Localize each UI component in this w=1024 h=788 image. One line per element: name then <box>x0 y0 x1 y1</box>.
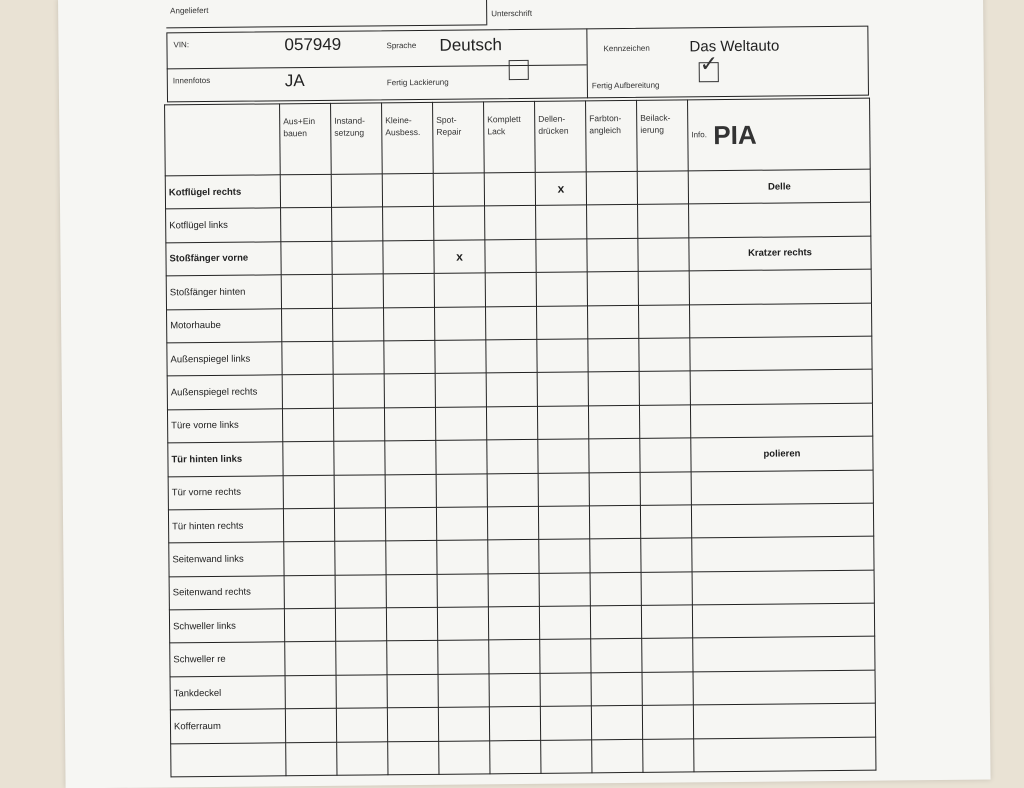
grid-cell[interactable] <box>336 641 387 675</box>
grid-cell[interactable] <box>536 305 587 339</box>
grid-cell[interactable] <box>282 375 333 409</box>
info-note-cell[interactable] <box>691 470 873 505</box>
info-note-cell[interactable] <box>692 536 874 571</box>
grid-cell[interactable] <box>590 605 641 639</box>
grid-cell[interactable] <box>590 572 641 606</box>
grid-cell[interactable] <box>386 574 437 608</box>
row-label: Motorhaube <box>167 308 282 342</box>
grid-cell[interactable] <box>385 474 436 508</box>
grid-cell[interactable] <box>639 338 690 372</box>
grid-cell[interactable] <box>588 372 639 406</box>
info-note-cell[interactable]: polieren <box>691 436 873 471</box>
grid-cell[interactable] <box>538 506 589 540</box>
grid-cell[interactable] <box>332 274 383 308</box>
unterschrift-label: Unterschrift <box>491 8 533 19</box>
grid-cell[interactable] <box>643 739 694 773</box>
grid-cell[interactable] <box>641 572 692 606</box>
grid-cell[interactable] <box>589 472 640 506</box>
grid-cell[interactable] <box>589 439 640 473</box>
fertig-aufbereitung-checkbox[interactable] <box>699 51 719 82</box>
grid-cell[interactable] <box>437 607 488 641</box>
info-note-cell[interactable]: Kratzer rechts <box>689 236 871 271</box>
grid-cell[interactable] <box>539 539 590 573</box>
grid-cell[interactable] <box>333 408 384 442</box>
row-label: Tür hinten rechts <box>168 509 283 543</box>
grid-cell[interactable] <box>487 439 538 473</box>
info-note-cell[interactable] <box>692 570 874 605</box>
grid-cell[interactable] <box>642 638 693 672</box>
grid-cell[interactable] <box>335 575 386 609</box>
grid-cell[interactable] <box>336 708 387 742</box>
grid-cell[interactable] <box>285 675 336 709</box>
grid-cell[interactable] <box>385 507 436 541</box>
grid-cell[interactable] <box>282 408 333 442</box>
info-note-cell[interactable] <box>690 336 872 371</box>
grid-cell[interactable] <box>334 474 385 508</box>
grid-cell[interactable] <box>438 640 489 674</box>
grid-cell[interactable] <box>383 240 434 274</box>
fertig-aufbereitung-label: Fertig Aufbereitung <box>591 80 660 91</box>
grid-cell[interactable] <box>536 272 587 306</box>
grid-cell[interactable] <box>540 673 591 707</box>
top-strip-divider <box>486 0 487 25</box>
grid-cell[interactable] <box>385 440 436 474</box>
grid-cell[interactable] <box>388 741 439 775</box>
grid-cell[interactable] <box>438 674 489 708</box>
grid-cell[interactable] <box>437 540 488 574</box>
grid-cell[interactable] <box>283 441 334 475</box>
grid-cell[interactable] <box>434 206 485 240</box>
grid-cell[interactable] <box>387 674 438 708</box>
grid-cell[interactable] <box>433 173 484 207</box>
row-label: Türe vorne links <box>167 409 282 443</box>
grid-cell[interactable] <box>637 171 688 205</box>
form-sheet <box>58 0 991 788</box>
column-header: Beilack- ierung <box>637 100 689 171</box>
grid-cell[interactable] <box>333 374 384 408</box>
grid-cell[interactable] <box>489 640 540 674</box>
vin-label: VIN: <box>173 40 190 50</box>
info-note-cell[interactable] <box>692 603 874 638</box>
grid-cell[interactable] <box>436 507 487 541</box>
grid-cell[interactable] <box>384 307 435 341</box>
row-label: Seitenwand rechts <box>169 575 284 609</box>
grid-cell[interactable] <box>587 272 638 306</box>
row-label: Stoßfänger vorne <box>166 242 281 276</box>
grid-cell[interactable] <box>591 639 642 673</box>
grid-cell-marked[interactable]: x <box>434 240 485 274</box>
grid-cell[interactable] <box>383 274 434 308</box>
damage-table <box>164 98 876 778</box>
grid-cell[interactable] <box>283 475 334 509</box>
grid-cell[interactable] <box>384 407 435 441</box>
column-header: Aus+Ein bauen <box>280 103 332 174</box>
column-header: Kleine- Ausbess. <box>382 102 434 173</box>
check-mark-icon: ✓ <box>699 51 719 77</box>
grid-cell[interactable] <box>387 708 438 742</box>
row-label: Außenspiegel links <box>167 342 282 376</box>
info-note-cell[interactable] <box>694 737 876 772</box>
grid-cell[interactable] <box>435 407 486 441</box>
info-note-cell[interactable] <box>693 637 875 672</box>
grid-cell[interactable] <box>282 341 333 375</box>
grid-cell[interactable] <box>640 505 691 539</box>
grid-cell[interactable] <box>640 471 691 505</box>
grid-cell[interactable] <box>537 339 588 373</box>
grid-cell[interactable] <box>642 705 693 739</box>
header-empty-cell <box>165 104 281 176</box>
grid-cell[interactable] <box>384 340 435 374</box>
grid-cell[interactable] <box>536 205 587 239</box>
grid-cell[interactable] <box>285 709 336 743</box>
grid-cell[interactable] <box>434 273 485 307</box>
grid-cell[interactable] <box>486 373 537 407</box>
table-body <box>165 169 876 777</box>
grid-cell[interactable] <box>487 473 538 507</box>
grid-cell[interactable] <box>384 374 435 408</box>
grid-cell[interactable] <box>383 207 434 241</box>
grid-cell[interactable] <box>387 641 438 675</box>
grid-cell[interactable] <box>642 672 693 706</box>
grid-cell[interactable] <box>588 405 639 439</box>
grid-cell[interactable] <box>539 606 590 640</box>
grid-cell[interactable] <box>484 172 535 206</box>
info-small-label: Info. <box>691 130 707 140</box>
grid-cell[interactable] <box>280 174 331 208</box>
grid-cell[interactable] <box>439 740 490 774</box>
grid-cell[interactable] <box>591 672 642 706</box>
grid-cell[interactable] <box>638 271 689 305</box>
info-note-cell[interactable] <box>690 369 872 404</box>
grid-cell[interactable] <box>589 505 640 539</box>
grid-cell[interactable] <box>437 574 488 608</box>
grid-cell[interactable] <box>436 440 487 474</box>
info-column-header <box>688 98 871 171</box>
grid-cell[interactable] <box>640 438 691 472</box>
grid-cell[interactable] <box>282 308 333 342</box>
grid-cell[interactable] <box>537 406 588 440</box>
info-note-cell[interactable] <box>689 303 871 338</box>
grid-cell[interactable] <box>335 608 386 642</box>
grid-cell[interactable] <box>281 208 332 242</box>
row-label: Seitenwand links <box>169 542 284 576</box>
row-label: Stoßfänger hinten <box>166 275 281 309</box>
grid-cell[interactable] <box>537 372 588 406</box>
grid-cell[interactable] <box>284 542 335 576</box>
grid-cell[interactable] <box>490 740 541 774</box>
grid-cell[interactable] <box>638 304 689 338</box>
grid-cell[interactable] <box>438 707 489 741</box>
grid-cell[interactable] <box>386 541 437 575</box>
grid-cell[interactable] <box>638 204 689 238</box>
grid-cell[interactable] <box>487 506 538 540</box>
grid-cell[interactable] <box>434 306 485 340</box>
grid-cell[interactable] <box>331 174 382 208</box>
column-header: Komplett Lack <box>484 101 536 172</box>
grid-cell[interactable] <box>489 673 540 707</box>
row-label: Tankdeckel <box>170 676 285 710</box>
grid-cell[interactable] <box>386 607 437 641</box>
kennzeichen-value[interactable]: Das Weltauto <box>689 37 780 56</box>
fertig-lackierung-label: Fertig Lackierung <box>386 77 449 88</box>
info-note-cell[interactable] <box>693 670 875 705</box>
grid-cell[interactable] <box>488 606 539 640</box>
grid-cell[interactable] <box>281 241 332 275</box>
kennzeichen-label: Kennzeichen <box>603 43 650 54</box>
row-label: Kotflügel links <box>166 208 281 242</box>
grid-cell[interactable] <box>286 742 337 776</box>
fertig-lackierung-checkbox[interactable] <box>509 60 529 80</box>
grid-cell[interactable] <box>382 173 433 207</box>
info-note-cell[interactable]: Delle <box>688 169 870 204</box>
grid-cell[interactable] <box>283 508 334 542</box>
top-strip-bottom-line <box>166 24 486 28</box>
sprache-value[interactable]: Deutsch <box>439 35 502 55</box>
grid-cell[interactable] <box>641 538 692 572</box>
grid-cell[interactable] <box>590 539 641 573</box>
grid-cell[interactable] <box>641 605 692 639</box>
row-label: Schweller links <box>169 609 284 643</box>
grid-cell[interactable] <box>586 171 637 205</box>
column-header: Farbton- angleich <box>586 100 638 171</box>
row-label <box>171 742 286 776</box>
grid-cell[interactable] <box>639 371 690 405</box>
vin-value[interactable]: 057949 <box>284 34 342 55</box>
grid-cell[interactable] <box>284 575 335 609</box>
grid-cell[interactable] <box>538 472 589 506</box>
innenfotos-value[interactable]: JA <box>284 71 305 91</box>
grid-cell[interactable] <box>486 339 537 373</box>
info-note-cell[interactable] <box>691 503 873 538</box>
grid-cell[interactable] <box>334 441 385 475</box>
column-header: Spot- Repair <box>433 102 485 173</box>
grid-cell[interactable] <box>335 541 386 575</box>
grid-cell[interactable] <box>588 338 639 372</box>
grid-cell-marked[interactable]: x <box>535 172 586 206</box>
grid-cell[interactable] <box>488 540 539 574</box>
row-label: Kotflügel rechts <box>165 175 280 209</box>
grid-cell[interactable] <box>435 340 486 374</box>
row-label: Kofferraum <box>170 709 285 743</box>
row-label: Tür hinten links <box>168 442 283 476</box>
grid-cell[interactable] <box>281 274 332 308</box>
grid-cell[interactable] <box>332 207 383 241</box>
grid-cell[interactable] <box>638 238 689 272</box>
grid-cell[interactable] <box>285 642 336 676</box>
table-row <box>171 737 876 777</box>
angeliefert-label: Angeliefert <box>170 5 209 16</box>
grid-cell[interactable] <box>284 608 335 642</box>
sprache-label: Sprache <box>386 41 417 51</box>
grid-cell[interactable] <box>587 205 638 239</box>
grid-cell[interactable] <box>436 473 487 507</box>
grid-cell[interactable] <box>485 206 536 240</box>
grid-cell[interactable] <box>639 405 690 439</box>
column-header: Dellen- drücken <box>535 101 587 172</box>
grid-cell[interactable] <box>486 406 537 440</box>
grid-cell[interactable] <box>489 707 540 741</box>
grid-cell[interactable] <box>485 306 536 340</box>
info-note-cell[interactable] <box>690 403 872 438</box>
grid-cell[interactable] <box>587 305 638 339</box>
grid-cell[interactable] <box>540 639 591 673</box>
table-header-row <box>165 98 871 176</box>
grid-cell[interactable] <box>337 741 388 775</box>
grid-cell[interactable] <box>488 573 539 607</box>
grid-cell[interactable] <box>336 675 387 709</box>
grid-cell[interactable] <box>333 341 384 375</box>
grid-cell[interactable] <box>538 439 589 473</box>
info-note-cell[interactable] <box>689 203 871 238</box>
grid-cell[interactable] <box>485 239 536 273</box>
grid-cell[interactable] <box>587 238 638 272</box>
column-header: Instand- setzung <box>331 103 383 174</box>
grid-cell[interactable] <box>435 373 486 407</box>
grid-cell[interactable] <box>332 241 383 275</box>
grid-cell[interactable] <box>536 239 587 273</box>
grid-cell[interactable] <box>541 739 592 773</box>
row-label: Außenspiegel rechts <box>167 375 282 409</box>
row-label: Tür vorne rechts <box>168 475 283 509</box>
grid-cell[interactable] <box>333 307 384 341</box>
innenfotos-label: Innenfotos <box>172 75 211 86</box>
info-note-cell[interactable] <box>693 703 875 738</box>
info-big-label: PIA <box>713 120 757 151</box>
grid-cell[interactable] <box>539 573 590 607</box>
grid-cell[interactable] <box>591 706 642 740</box>
row-label: Schweller re <box>170 642 285 676</box>
grid-cell[interactable] <box>540 706 591 740</box>
info-note-cell[interactable] <box>689 269 871 304</box>
grid-cell[interactable] <box>334 508 385 542</box>
grid-cell[interactable] <box>485 273 536 307</box>
